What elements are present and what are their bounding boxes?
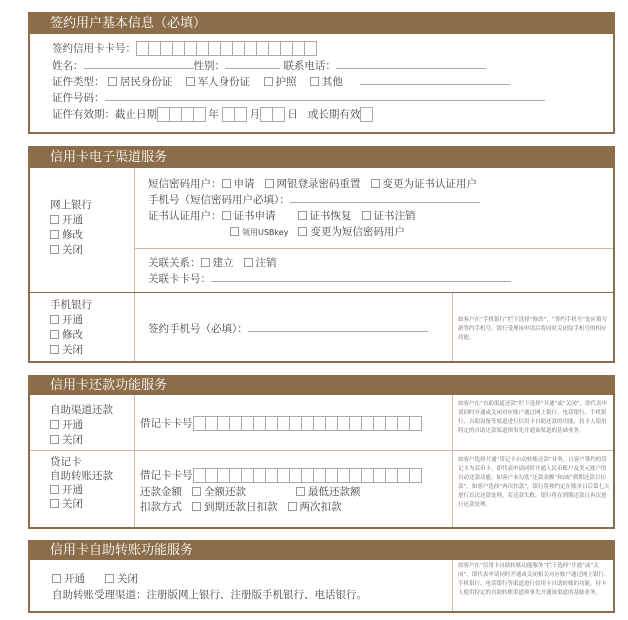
checkbox[interactable] — [288, 502, 297, 511]
option-label: 网银登录密码重置 — [276, 178, 361, 190]
opt[interactable] — [288, 501, 342, 513]
opt[interactable] — [50, 343, 92, 358]
section-title: 信用卡电子渠道服务 — [30, 148, 613, 168]
label: 居民身份证 — [119, 76, 173, 88]
id-opt[interactable] — [108, 76, 173, 88]
option-label: 开通 — [64, 573, 85, 585]
option-label: 到期还款日扣款 — [204, 501, 278, 513]
sign-mobile-label: 签约手机号（必填）： — [148, 323, 248, 335]
checkbox[interactable] — [244, 258, 253, 267]
section-title: 签约用户基本信息（必填） — [30, 14, 613, 34]
checkbox[interactable] — [186, 77, 195, 86]
option-label: 证书恢复 — [309, 210, 352, 222]
checkbox[interactable] — [192, 502, 201, 511]
valid-label: 证件有效期：截止日期 — [52, 108, 157, 121]
opt[interactable] — [50, 483, 113, 497]
option-label: 注销 — [255, 257, 277, 269]
section-title: 信用卡自助转账功能服务 — [30, 542, 613, 560]
day-label: 日 — [287, 108, 298, 121]
checkbox[interactable] — [264, 77, 273, 86]
option-label: 变更为证书认证用户 — [382, 178, 477, 190]
checkbox[interactable] — [222, 211, 231, 220]
name-label: 姓名： — [52, 60, 84, 72]
opt[interactable] — [296, 486, 361, 498]
id-opt[interactable] — [264, 76, 297, 88]
checkbox[interactable] — [362, 211, 371, 220]
opt[interactable] — [192, 486, 246, 498]
checkbox[interactable] — [50, 315, 59, 324]
phone-field[interactable] — [336, 59, 486, 69]
year-label: 年 — [208, 108, 219, 121]
opt[interactable] — [105, 573, 138, 585]
note: 如客户在“手机银行”栏下选择“修改”，“签约手机号”处应填写新签约手机号，银行受理该申请后将同时关闭原手机号的相应功能。 — [458, 317, 608, 341]
opt[interactable] — [50, 313, 92, 328]
amount-label: 还款金额 — [140, 486, 182, 498]
opt[interactable] — [52, 573, 85, 585]
option-label: 领用USBkey — [242, 228, 289, 237]
id-no-label: 证件号码： — [52, 92, 105, 104]
opt[interactable] — [362, 210, 416, 222]
opt[interactable] — [265, 178, 361, 190]
checkbox[interactable] — [50, 345, 59, 354]
debit-card-input[interactable] — [193, 418, 421, 430]
checkbox[interactable] — [310, 77, 319, 86]
option-label: 开通 — [62, 314, 83, 326]
option-label: 最低还款额 — [308, 486, 361, 498]
checkbox[interactable] — [105, 574, 114, 583]
option-label: 申请 — [233, 178, 255, 190]
cert-label: 证书认证用户： — [148, 210, 222, 222]
opt[interactable] — [192, 501, 278, 513]
id-opt[interactable] — [186, 76, 251, 88]
option-label: 关闭 — [62, 498, 83, 510]
checkbox[interactable] — [298, 227, 307, 236]
option-label: 证书申请 — [233, 210, 276, 222]
option-label: 关闭 — [117, 573, 138, 585]
note: 如客户选择开通“贷记卡自动转账还款”业务，且客户签约的贷记卡为双币卡，即代表申请同时开通人民币账户及美元账户的自动还款功能。如客户未勾选“还款金额”和/或“到期还款日扣款”，如客户选择“两次扣款”，银行将按约定在账单日后第七天进行首次还款处理，若还款失败，银行将在到期还款日再次进行还款处理。 — [458, 457, 610, 508]
label: 军人身份证 — [197, 76, 251, 88]
opt[interactable] — [298, 210, 352, 222]
checkbox[interactable] — [230, 227, 239, 236]
basic-info-section — [28, 12, 615, 134]
month-label: 月 — [249, 108, 261, 121]
option-label: 关闭 — [62, 434, 83, 446]
opt[interactable] — [222, 210, 276, 222]
auto-label2: 自助转账还款 — [50, 470, 113, 482]
debit-card-input[interactable] — [193, 470, 421, 482]
option-label: 变更为短信密码用户 — [310, 226, 405, 238]
checkbox[interactable] — [50, 485, 59, 494]
checkbox[interactable] — [50, 230, 59, 239]
opt[interactable] — [298, 226, 405, 238]
option-label: 开通 — [62, 214, 83, 226]
rel-label: 关联关系： — [148, 257, 201, 269]
checkbox[interactable] — [222, 179, 231, 188]
name-field[interactable] — [84, 59, 194, 69]
checkbox[interactable] — [298, 211, 307, 220]
method-label: 扣款方式 — [140, 501, 182, 513]
option-label: 全额还款 — [204, 486, 247, 498]
checkbox[interactable] — [50, 245, 59, 254]
checkbox[interactable] — [50, 435, 59, 444]
auto-label: 贷记卡 — [50, 456, 82, 468]
label: 护照 — [275, 76, 297, 88]
channels-text: 自助转账受理渠道：注册版网上银行、注册版手机银行、电话银行。 — [52, 589, 367, 601]
id-no-field[interactable] — [105, 91, 545, 101]
opt[interactable] — [50, 497, 113, 511]
card-label: 签约信用卡卡号： — [52, 42, 136, 55]
label: 其他 — [321, 76, 343, 88]
option-label: 关闭 — [62, 244, 83, 256]
other-id-field[interactable] — [360, 75, 510, 85]
auto-transfer-section — [28, 540, 615, 613]
checkbox[interactable] — [50, 330, 59, 339]
debit-label: 借记卡卡号 — [140, 417, 193, 430]
opt[interactable] — [50, 328, 92, 343]
checkbox[interactable] — [50, 420, 59, 429]
checkbox[interactable] — [265, 179, 274, 188]
note: 如客户在“信用卡自助转账功能服务”栏下选择“开通”或“关闭”，即代表申请同时开通或关闭相关对应账户通过网上银行、手机银行、电话银行等渠道进行信用卡自助转账的功能，持卡人使用特定的自助转账渠道须事先开通该渠道的基础业务。 — [458, 563, 610, 596]
note: 如客户在“自助渠道还款”栏下选择“开通”或“关闭”，即代表申请同时开通或关闭对应账户通过网上银行、电话银行、手机银行、自助设备等渠道进行信用卡自助还款的功能，持卡人使用特定的自助还款渠道须事先开通该渠道的基础业务。 — [458, 401, 608, 434]
option-label: 证书注销 — [373, 210, 416, 222]
opt[interactable] — [230, 226, 288, 238]
long-term-checkbox[interactable] — [360, 107, 373, 122]
mbank-label: 手机银行 — [50, 299, 92, 311]
option-label: 开通 — [62, 419, 83, 431]
checkbox[interactable] — [108, 77, 117, 86]
opt[interactable] — [244, 257, 277, 269]
opt[interactable] — [50, 228, 92, 243]
section-title: 信用卡还款功能服务 — [30, 377, 613, 395]
e-channel-section — [28, 146, 615, 363]
checkbox[interactable] — [50, 499, 59, 508]
debit-label: 借记卡卡号 — [140, 469, 193, 482]
netbank-group — [50, 198, 92, 258]
netbank-label: 网上银行 — [50, 199, 92, 211]
option-label: 建立 — [212, 257, 234, 269]
mobile-label: 手机号（短信密码用户必填）： — [148, 194, 290, 206]
phone-label: 联系电话： — [283, 60, 336, 72]
option-label: 两次扣款 — [299, 501, 342, 513]
self-repay-label: 自助渠道还款 — [50, 404, 113, 416]
checkbox[interactable] — [201, 258, 210, 267]
id-type-label: 证件类型： — [52, 76, 105, 88]
option-label: 修改 — [62, 329, 83, 341]
opt[interactable] — [50, 213, 92, 228]
option-label: 修改 — [62, 229, 83, 241]
rel-card-label: 关联卡卡号： — [148, 273, 211, 285]
checkbox[interactable] — [371, 179, 380, 188]
mbank-group — [50, 298, 92, 358]
opt[interactable] — [201, 257, 234, 269]
checkbox[interactable] — [52, 574, 61, 583]
sign-mobile-field[interactable] — [248, 322, 428, 332]
gender-label: 性别： — [193, 60, 225, 72]
option-label: 关闭 — [62, 344, 83, 356]
checkbox[interactable] — [50, 215, 59, 224]
checkbox[interactable] — [296, 487, 305, 496]
opt[interactable] — [50, 433, 113, 448]
opt[interactable] — [50, 243, 92, 258]
gender-field[interactable] — [225, 59, 280, 69]
opt[interactable] — [50, 418, 113, 433]
sms-label: 短信密码用户： — [148, 178, 222, 190]
id-opt[interactable] — [310, 76, 343, 88]
rel-card-field[interactable] — [211, 272, 511, 282]
option-label: 开通 — [62, 484, 83, 496]
long-term-label: 或长期有效 — [307, 108, 361, 121]
opt[interactable] — [371, 178, 478, 190]
opt[interactable] — [222, 178, 255, 190]
mobile-field[interactable] — [290, 193, 480, 203]
checkbox[interactable] — [192, 487, 201, 496]
card-number-input[interactable] — [136, 43, 316, 55]
repayment-section — [28, 375, 615, 529]
